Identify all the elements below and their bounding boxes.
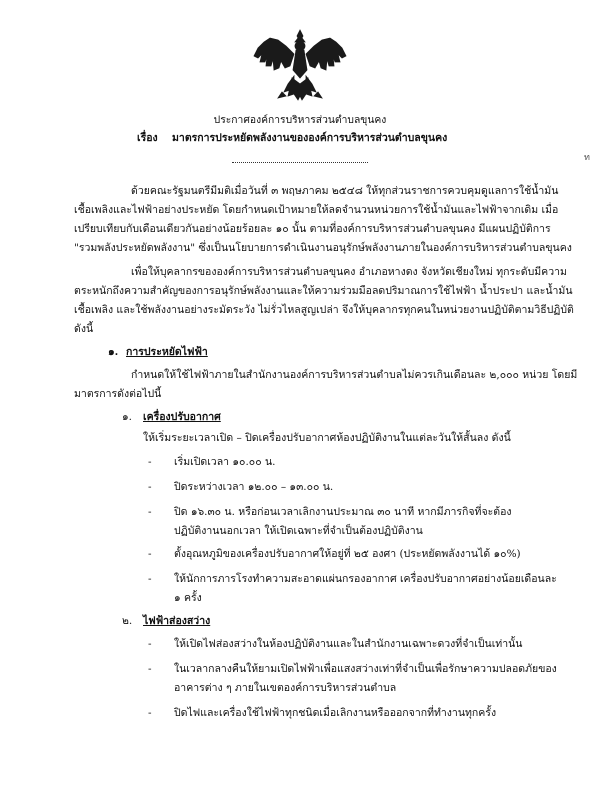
sub1-desc: ให้เริ่มระยะเวลาเปิด – ปิดเครื่องปรับอากาศห้องปฏิบัติงานในแต่ละวันให้สั้นลง ดังนี้ bbox=[143, 432, 511, 444]
sub2-item-text: ให้เปิดไฟส่องสว่างในห้องปฏิบัติงานและในสำนักงานเฉพาะดวงที่จำเป็นเท่านั้น bbox=[174, 638, 523, 650]
garuda-emblem-icon bbox=[248, 26, 352, 106]
section1-desc-line: มาตรการดังต่อไปนี้ bbox=[74, 388, 162, 400]
intro-p1-line: เปรียบเทียบกับเดือนเดียวกันอย่างน้อยร้อยละ ๑๐ นั้น ตามที่องค์การบริหารส่วนตำบลขุนคง มีแผนปฏิบัติการ bbox=[74, 223, 551, 235]
section1-number: ๑. bbox=[108, 346, 119, 358]
intro-p2-line: เพื่อให้บุคลากรขององค์การบริหารส่วนตำบลขุนคง อำเภอหางดง จังหวัดเชียงใหม่ ทุกระดับมีความ bbox=[131, 266, 567, 278]
sub1-item-text: ๑ ครั้ง bbox=[174, 592, 202, 604]
sub1-item-text: เริ่มเปิดเวลา ๑๐.๐๐ น. bbox=[174, 456, 276, 468]
intro-p1-line: ด้วยคณะรัฐมนตรีมีมติเมื่อวันที่ ๓ พฤษภาคม ๒๕๔๘ ให้ทุกส่วนราชการควบคุมดูแลการใช้น้ำมัน bbox=[131, 185, 559, 197]
sub2-title: ไฟฟ้าส่องสว่าง bbox=[143, 615, 211, 627]
list-bullet: - bbox=[148, 456, 152, 468]
section1-title: การประหยัดไฟฟ้า bbox=[126, 346, 208, 358]
sub1-item-text: ปิดระหว่างเวลา ๑๒.๐๐ – ๑๓.๐๐ น. bbox=[174, 481, 334, 493]
sub2-item-text: ปิดไฟและเครื่องใช้ไฟฟ้าทุกชนิดเมื่อเลิกงานหรือออกจากที่ทำงานทุกครั้ง bbox=[174, 707, 497, 719]
intro-p2-line: ดังนี้ bbox=[74, 323, 94, 335]
list-bullet: - bbox=[148, 548, 152, 560]
announcement-title: ประกาศองค์การบริหารส่วนตำบลขุนคง bbox=[213, 114, 387, 126]
list-bullet: - bbox=[148, 638, 152, 650]
corner-mark: ท bbox=[584, 153, 590, 163]
intro-p2-line: เชื้อเพลิง และใช้พลังงานอย่างระมัดระวัง ไม่รั่วไหลสูญเปล่า จึงให้บุคลากรทุกคนในหน่วยงานปฏิบัติตามวิธีปฏิบัติ bbox=[74, 304, 574, 316]
sub2-number: ๒. bbox=[122, 615, 133, 627]
sub2-item-text: อาคารต่าง ๆ ภายในเขตองค์การบริหารส่วนตำบล bbox=[174, 682, 397, 694]
title-divider bbox=[232, 162, 368, 163]
list-bullet: - bbox=[148, 663, 152, 675]
sub2-item-text: ในเวลากลางคืนให้ยามเปิดไฟฟ้าเพื่อแสงสว่างเท่าที่จำเป็นเพื่อรักษาความปลอดภัยของ bbox=[174, 663, 557, 675]
intro-p2-line: ตระหนักถึงความสำคัญของการอนุรักษ์พลังงานและให้ความร่วมมือลดปริมาณการใช้ไฟฟ้า น้ำประปา และน้ำมัน bbox=[74, 285, 573, 297]
sub1-item-text: ปิด ๑๖.๓๐ น. หรือก่อนเวลาเลิกงานประมาณ ๓๐ นาที หากมีภารกิจที่จะต้อง bbox=[174, 506, 512, 518]
list-bullet: - bbox=[148, 481, 152, 493]
list-bullet: - bbox=[148, 506, 152, 518]
sub1-number: ๑. bbox=[122, 411, 133, 423]
list-bullet: - bbox=[148, 573, 152, 585]
intro-p1-line: เชื้อเพลิงและไฟฟ้าอย่างประหยัด โดยกำหนดเป้าหมายให้ลดจำนวนหน่วยการใช้น้ำมันและไฟฟ้าจากเดิม เมื่อ bbox=[74, 204, 559, 216]
sub1-item-text: ให้นักการภารโรงทำความสะอาดแผ่นกรองอากาศ เครื่องปรับอากาศอย่างน้อยเดือนละ bbox=[174, 573, 557, 585]
subject-text: มาตรการประหยัดพลังงานขององค์การบริหารส่วนตำบลขุนคง bbox=[172, 132, 448, 144]
sub1-item-text: ตั้งอุณหภูมิของเครื่องปรับอากาศให้อยู่ที่ ๒๕ องศา (ประหยัดพลังงานได้ ๑๐%) bbox=[174, 548, 521, 560]
section1-desc-line: กำหนดให้ใช้ไฟฟ้าภายในสำนักงานองค์การบริหารส่วนตำบลไม่ควรเกินเดือนละ ๒,๐๐๐ หน่วย โดยมี bbox=[131, 369, 578, 381]
sub1-title: เครื่องปรับอากาศ bbox=[143, 411, 221, 423]
intro-p1-line: "รวมพลังประหยัดพลังงาน" ซึ่งเป็นนโยบายการดำเนินงานอนุรักษ์พลังงานภายในองค์การบริหารส่วนตำบลขุนคง bbox=[74, 242, 572, 254]
sub1-item-text: ปฏิบัติงานนอกเวลา ให้เปิดเฉพาะที่จำเป็นต้องปฏิบัติงาน bbox=[174, 525, 423, 537]
subject-label: เรื่อง bbox=[137, 132, 158, 144]
list-bullet: - bbox=[148, 707, 152, 719]
